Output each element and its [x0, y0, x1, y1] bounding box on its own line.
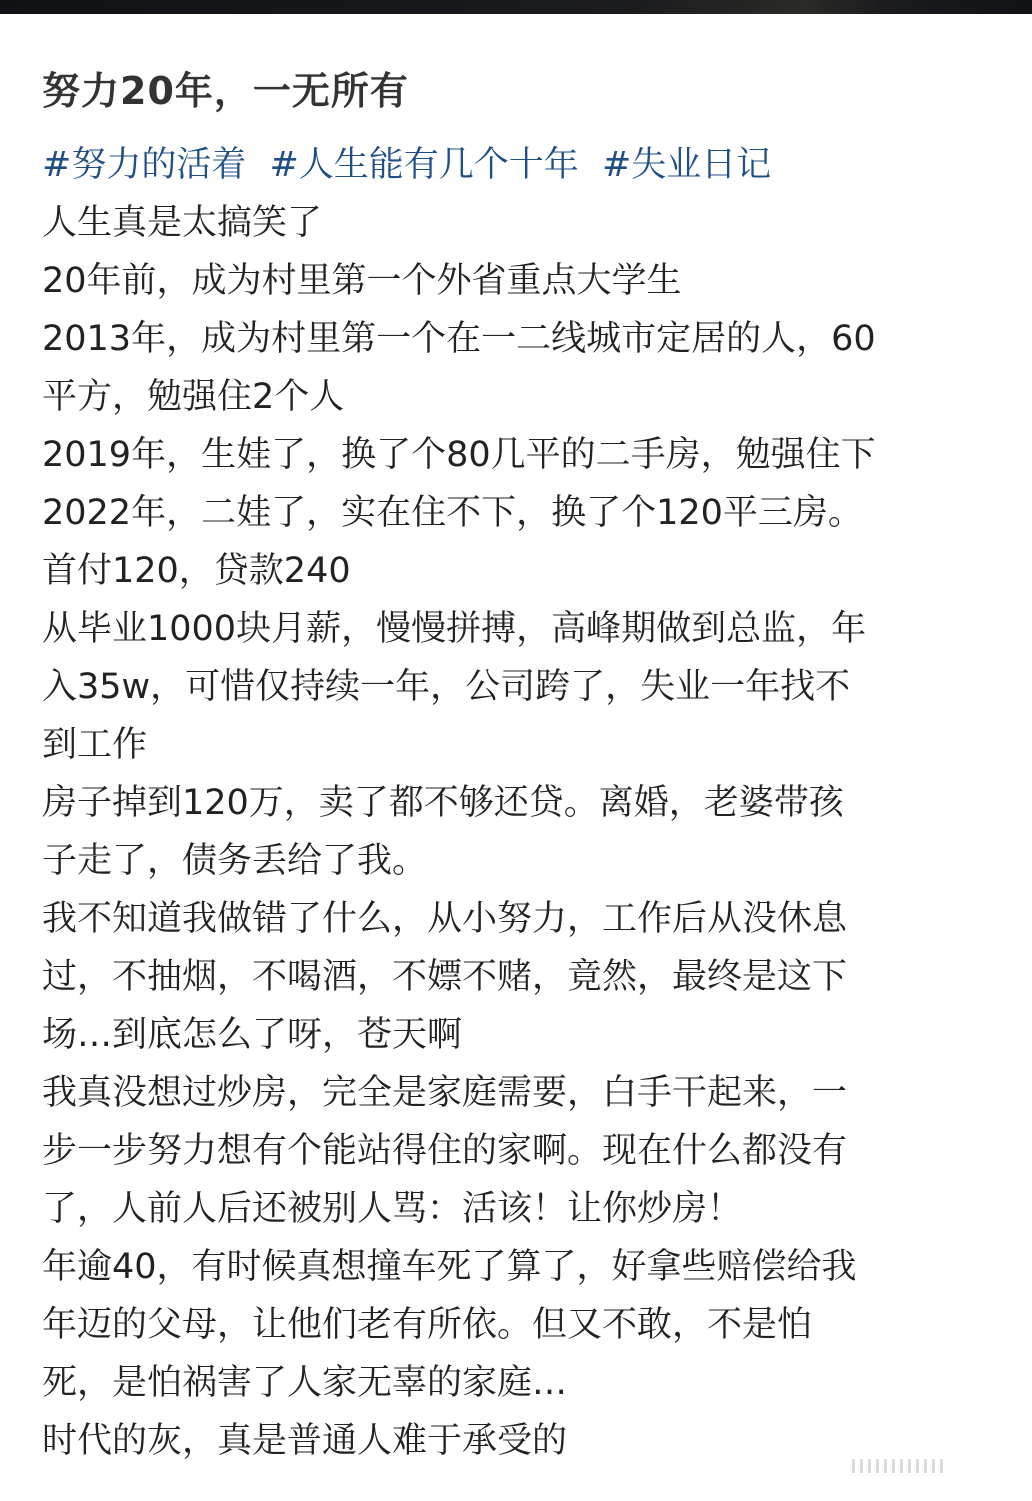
body-line: 房子掉到120万，卖了都不够还贷。离婚，老婆带孩: [42, 783, 844, 823]
body-line: 我真没想过炒房，完全是家庭需要，白手干起来，一: [42, 1073, 848, 1113]
body-line: 20年前，成为村里第一个外省重点大学生: [42, 261, 682, 301]
body-line: 步一步努力想有个能站得住的家啊。现在什么都没有: [42, 1131, 848, 1171]
topic-tag-nuli-de-huozhe[interactable]: #努力的活着: [42, 145, 247, 185]
body-line: 2022年，二娃了，实在住不下，换了个120平三房。: [42, 493, 863, 533]
body-line: 入35w，可惜仅持续一年，公司跨了，失业一年找不: [42, 667, 851, 707]
body-line: 时代的灰，真是普通人难于承受的: [42, 1421, 568, 1461]
body-line: 过，不抽烟，不喝酒，不嫖不赌，竟然，最终是这下: [42, 957, 848, 997]
watermark-marks: [852, 1459, 972, 1473]
body-line: 场…到底怎么了呀，苍天啊: [42, 1015, 463, 1055]
topic-tags: [42, 136, 1002, 194]
body-line: 人生真是太搞笑了: [42, 203, 323, 243]
post-content: [42, 60, 1002, 1470]
top-image-strip: [0, 0, 1032, 14]
body-line: 我不知道我做错了什么，从小努力，工作后从没休息: [42, 899, 848, 939]
post-body: [42, 194, 1002, 1470]
body-line: 首付120，贷款240: [42, 551, 351, 591]
body-line: 子走了，债务丢给了我。: [42, 841, 428, 881]
body-line: 年迈的父母，让他们老有所依。但又不敢，不是怕: [42, 1305, 813, 1345]
body-line: 从毕业1000块月薪，慢慢拼搏，高峰期做到总监，年: [42, 609, 867, 649]
body-line: 2019年，生娃了，换了个80几平的二手房，勉强住下: [42, 435, 876, 475]
body-line: 2013年，成为村里第一个在一二线城市定居的人，60: [42, 319, 876, 359]
topic-tag-rensheng-shinian[interactable]: #人生能有几个十年: [269, 145, 579, 185]
body-line: 平方，勉强住2个人: [42, 377, 345, 417]
topic-tag-shiye-riji[interactable]: #失业日记: [601, 145, 772, 185]
post-title: 努力20年，一无所有: [42, 69, 409, 113]
body-line: 死，是怕祸害了人家无辜的家庭…: [42, 1363, 568, 1403]
body-line: 到工作: [42, 725, 148, 765]
body-line: 年逾40，有时候真想撞车死了算了，好拿些赔偿给我: [42, 1247, 857, 1287]
body-line: 了，人前人后还被别人骂：活该！让你炒房！: [42, 1189, 743, 1229]
